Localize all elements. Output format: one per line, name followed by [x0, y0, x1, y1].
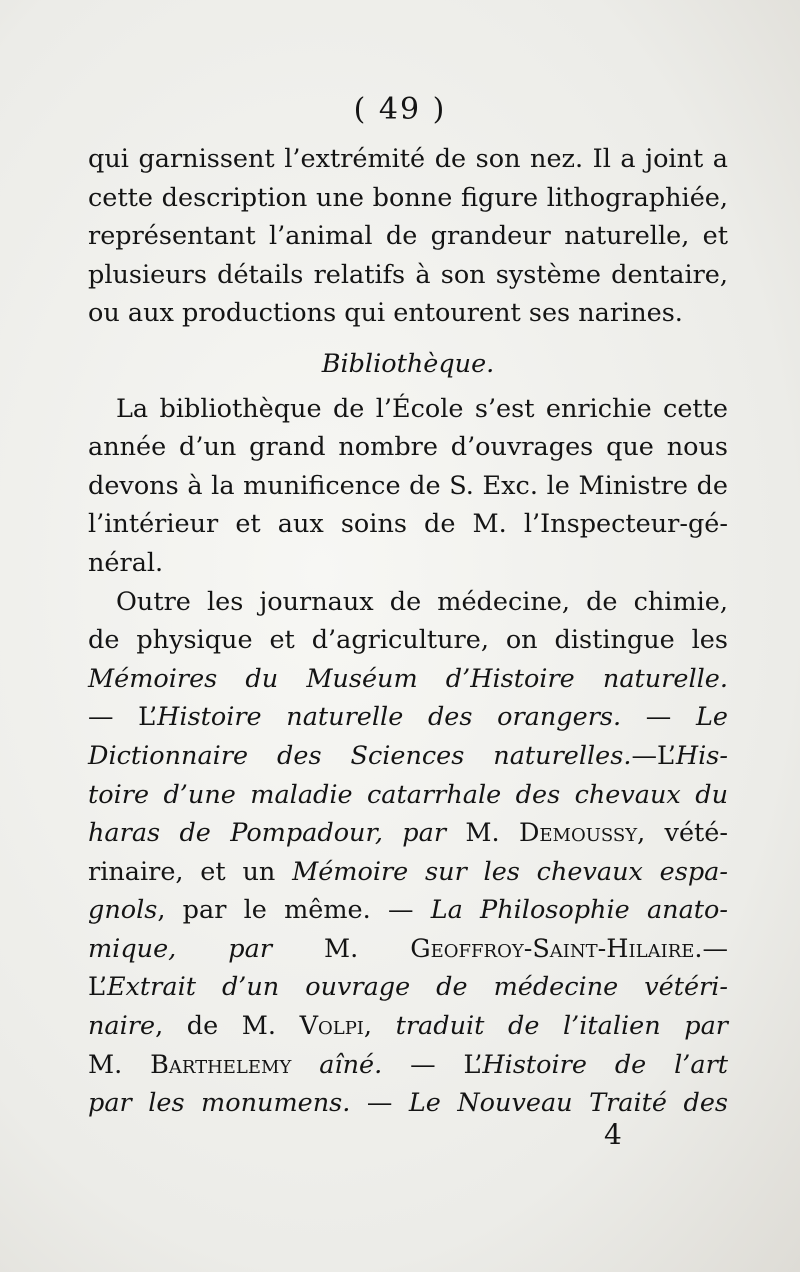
- text-line: La bibliothèque de l’École s’est enrichie cette: [116, 393, 728, 424]
- text-line: plusieurs détails relatifs à son système dentaire,: [88, 259, 728, 290]
- author-name: Barthelemy: [150, 1049, 292, 1080]
- text-run: [291, 1050, 319, 1080]
- author-name: Volpi: [299, 1011, 364, 1042]
- text-line: représentant l’animal de grandeur naturelle, et: [88, 221, 728, 252]
- text-line: [88, 814, 728, 853]
- text-line: [88, 930, 728, 969]
- text-run: M.: [88, 1049, 151, 1080]
- text-run: — L’: [88, 702, 158, 733]
- italic-title: Extrait d’un ouvrage de médecine vétéri-: [106, 972, 728, 1003]
- italic-title: gnols: [88, 895, 158, 926]
- text-line: [88, 891, 728, 930]
- text-line: [88, 737, 728, 776]
- text-run: rinaire, et un: [88, 856, 293, 887]
- body-text: [88, 140, 728, 1123]
- author-name: Demoussy: [518, 818, 638, 849]
- italic-title: Mémoires du Muséum d’Histoire naturelle.: [88, 663, 728, 694]
- text-run: , de M.: [155, 1011, 300, 1042]
- text-line: [88, 968, 728, 1007]
- italic-title: mique, par: [88, 933, 273, 964]
- text-run: L’: [88, 972, 107, 1003]
- text-line: Outre les journaux de médecine, de chimie,: [116, 586, 728, 617]
- italic-title: Le: [695, 702, 728, 733]
- text-run: —: [621, 702, 696, 733]
- text-line: [88, 1084, 728, 1123]
- text-line: [88, 1046, 728, 1085]
- text-line: néral.: [88, 547, 164, 578]
- text-line: devons à la munificence de S. Exc. le Ministre de: [88, 470, 728, 501]
- italic-title: Mémoire sur les chevaux espa-: [292, 856, 729, 887]
- text-run: —: [350, 1088, 409, 1119]
- section-heading: Bibliothèque.: [321, 348, 495, 379]
- italic-title: His-: [675, 740, 728, 771]
- author-name: Geoffroy-Saint-Hilaire: [410, 933, 695, 964]
- text-run: M.: [272, 933, 411, 964]
- text-line: année d’un grand nombre d’ouvrages que nous: [88, 432, 728, 463]
- italic-title: aîné.: [319, 1049, 383, 1080]
- text-line: [88, 660, 728, 699]
- text-run: .—: [694, 933, 728, 964]
- italic-title: haras de Pompadour, par: [88, 818, 447, 849]
- italic-title: toire d’une maladie catarrhale des chevaux du: [88, 779, 728, 810]
- text-line: [88, 1007, 728, 1046]
- text-run: M.: [446, 818, 519, 849]
- text-run: ,: [363, 1011, 396, 1042]
- page-number: ( 49 ): [353, 92, 447, 127]
- italic-title: Histoire de l’art: [482, 1049, 729, 1080]
- italic-title: Dictionnaire des Sciences naturelles.: [88, 740, 632, 771]
- text-line: de physique et d’agriculture, on distingue les: [88, 625, 728, 656]
- italic-title: La Philosophie anato-: [430, 895, 728, 926]
- text-run: —L’: [631, 740, 676, 771]
- italic-title: Histoire naturelle des orangers.: [157, 702, 622, 733]
- italic-title: par les monumens.: [88, 1088, 351, 1119]
- text-run: — L’: [382, 1049, 483, 1080]
- italic-title: naire: [88, 1011, 156, 1042]
- italic-title: Le Nouveau Traité des: [408, 1088, 728, 1119]
- text-line: qui garnissent l’extrémité de son nez. Il a joint a: [88, 144, 728, 174]
- italic-title: traduit de l’italien par: [395, 1011, 728, 1042]
- text-line: [88, 853, 728, 892]
- text-line: [88, 698, 728, 737]
- text-line: cette description une bonne figure lithographiée,: [88, 182, 728, 213]
- text-run: , vété-: [637, 818, 729, 849]
- text-run: , par le même. —: [157, 895, 431, 926]
- text-line: l’intérieur et aux soins de M. l’Inspecteur-gé-: [88, 509, 728, 540]
- text-line: [88, 776, 728, 815]
- text-line: ou aux productions qui entourent ses narines.: [88, 298, 683, 329]
- signature-mark: 4: [604, 1118, 622, 1151]
